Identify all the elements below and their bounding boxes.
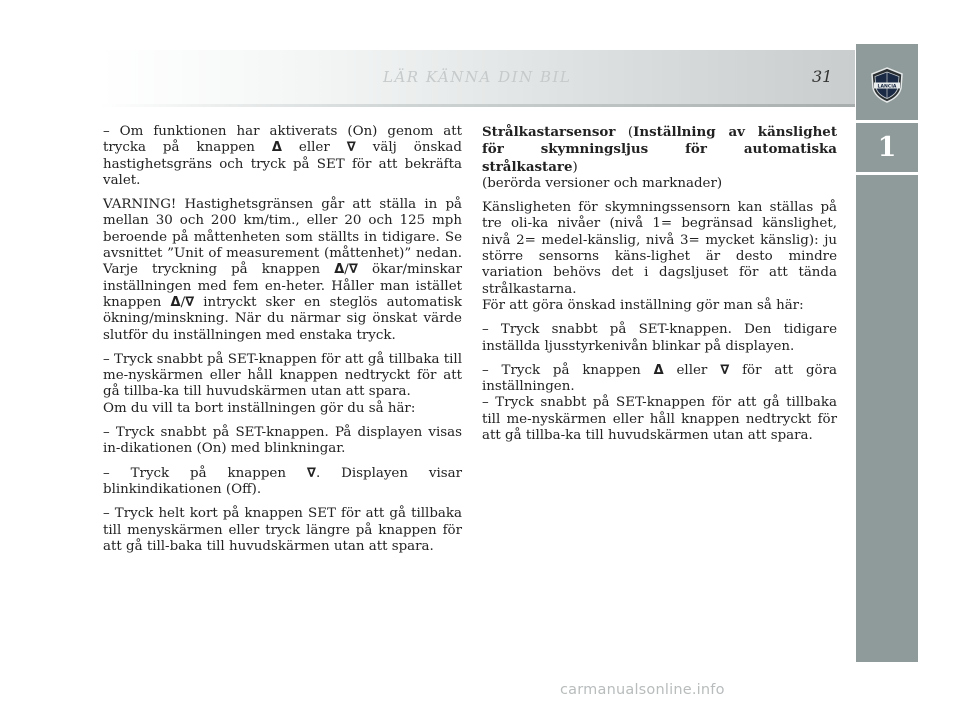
paragraph: Känsligheten för skymningssensorn kan ställas på tre oli-ka nivåer (nivå 1= begränsad känslighet, nivå 2= medel-känslig, nivå 3= mycket känslig): ju större sensorns käns-lighet är desto mindre variation behövs det i dagsljuset för att tända strålkastarna. — [482, 200, 837, 297]
watermark: carmanualsonline.info — [560, 682, 725, 698]
paragraph: – Tryck på knappen Δ eller ∇ för att göra inställningen. — [482, 362, 837, 395]
page-number: 31 — [812, 67, 833, 86]
section-title: LÄR KÄNNA DIN BIL — [383, 68, 572, 86]
paragraph: – Tryck snabbt på SET-knappen för att gå tillbaka till me-nyskärmen eller håll knappen nedtryckt för att gå tillba-ka till huvudskärmen utan att spara. — [103, 351, 462, 400]
down-triangle-icon: ∇ — [306, 465, 316, 481]
section-subheading: (berörda versioner och marknader) — [482, 175, 723, 191]
left-column — [103, 124, 462, 563]
down-triangle-icon: ∇ — [185, 294, 195, 310]
paragraph: – Tryck på knappen ∇. Displayen visar blinkindikationen (Off). — [103, 465, 463, 497]
paragraph: – Tryck snabbt på SET-knappen. På displayen visas in-dikationen (On) med blinkningar. — [103, 425, 462, 457]
paragraph: – Om funktionen har aktiverats (On) genom att trycka på knappen Δ eller ∇ välj önskad hastighetsgräns och tryck på SET för att bekräfta valet. — [103, 124, 462, 188]
sidebar-divider — [856, 172, 918, 175]
paragraph: – Tryck snabbt på SET-knappen för att gå tillbaka till me-nyskärmen eller håll knappen nedtryckt för att gå tillba-ka till huvudskärmen utan att spara. — [482, 395, 837, 444]
down-triangle-icon: ∇ — [346, 140, 356, 156]
lancia-logo-icon — [868, 66, 906, 104]
up-triangle-icon: Δ — [271, 140, 282, 156]
paragraph: – Tryck snabbt på SET-knappen. Den tidigare inställda ljusstyrkenivån blinkar på displayen. — [482, 322, 837, 354]
sidebar-divider — [856, 120, 918, 123]
paragraph: – Tryck helt kort på knappen SET för att gå tillbaka till menyskärmen eller tryck längre på knappen för att gå till-baka till huvudskärmen utan att spara. — [103, 506, 462, 554]
paragraph: För att göra önskad inställning gör man så här: — [482, 297, 804, 313]
header-rule — [100, 104, 855, 107]
warning-paragraph: VARNING! Hastighetsgränsen går att ställa in på mellan 30 och 200 km/tim., eller 20 och 125 mph beroende på måttenheten som ställts in tidigare. Se avsnittet ”Unit of measurement (måttenhet)” nedan. Varje tryckning på knappen Δ/∇ ökar/minskar inställningen med fem en-heter. Håller man istället knappen Δ/∇ intryckt sker en steglös automatisk ökning/minskning. När du närmar sig önskat värde slutför du inställningen med enstaka tryck. — [103, 197, 462, 343]
paragraph: Om du vill ta bort inställningen gör du så här: — [103, 400, 416, 416]
chapter-number: 1 — [877, 132, 897, 163]
up-triangle-icon: Δ — [653, 362, 664, 378]
svg-text:LANCIA: LANCIA — [877, 84, 897, 90]
section-heading: Strålkastarsensor (Inställning av känslighet för skymningsljus för automatiska strålkastare) — [482, 124, 838, 175]
down-triangle-icon: ∇ — [720, 362, 730, 378]
down-triangle-icon: ∇ — [348, 262, 358, 278]
up-triangle-icon: Δ — [334, 262, 345, 278]
right-column — [482, 124, 837, 452]
up-triangle-icon: Δ — [170, 294, 181, 310]
